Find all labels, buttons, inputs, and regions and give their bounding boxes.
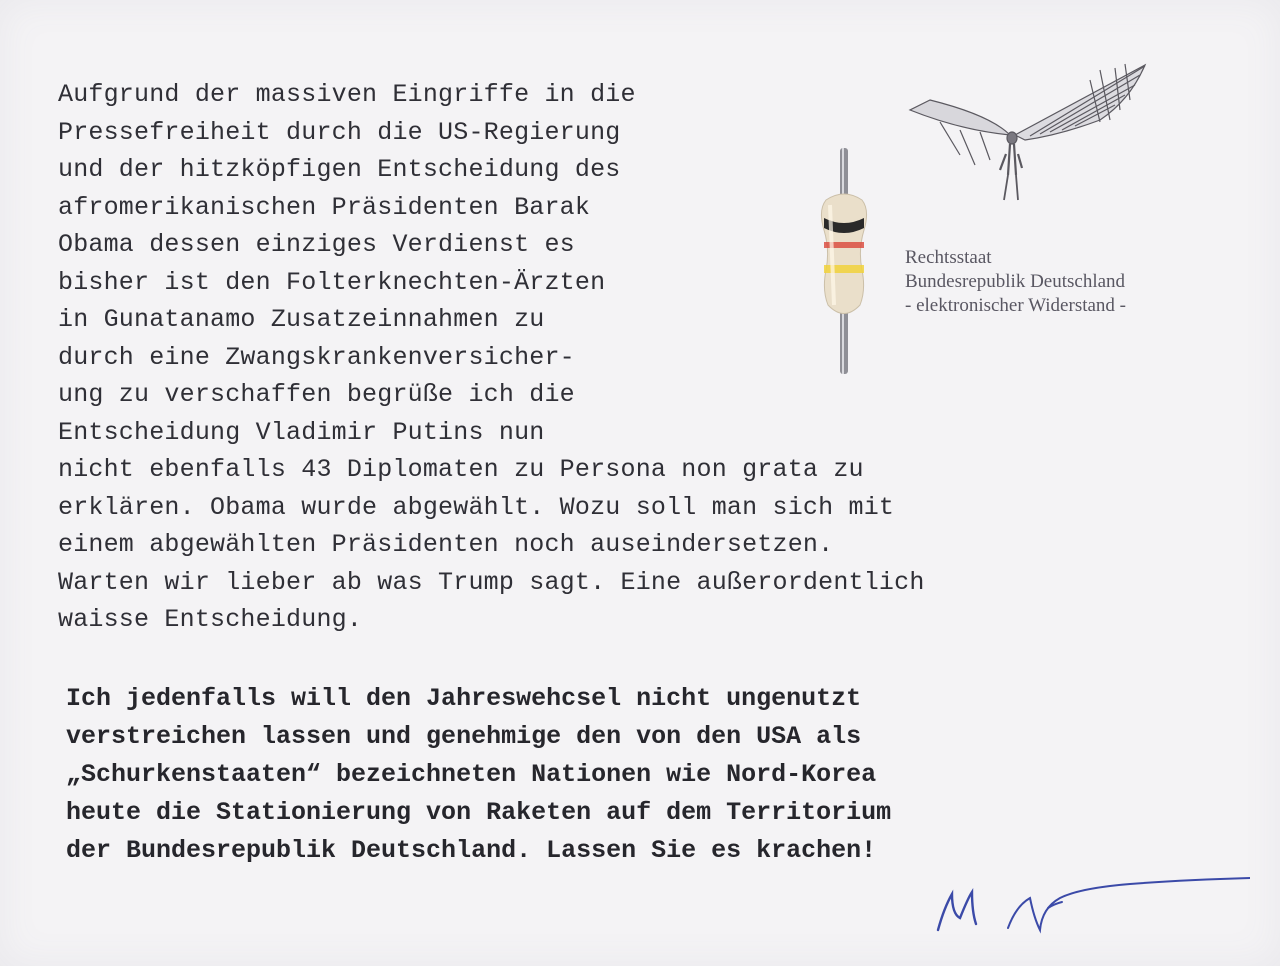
resistor-logo: [800, 60, 1220, 390]
text-line: bisher ist den Folterknechten-Ärzten: [58, 267, 606, 297]
glider-figure-icon: [910, 64, 1145, 200]
logo-caption: [905, 246, 1126, 318]
text-line: in Gunatanamo Zusatzeinnahmen zu: [58, 305, 545, 334]
resistor-icon: [821, 148, 866, 374]
logo-line-title: Rechtsstaat: [905, 247, 992, 268]
text-line: Warten wir lieber ab was Trump sagt. Eine außerordentlich: [58, 567, 925, 597]
text-line: afromerikanischen Präsidenten Barak: [58, 192, 591, 222]
closing-paragraph: [66, 680, 1166, 870]
text-line: einem abgewählten Präsidenten noch auseindersetzen.: [58, 530, 834, 559]
text-line: erklären. Obama wurde abgewählt. Wozu soll man sich mit: [58, 492, 895, 522]
text-line: Entscheidung Vladimir Putins nun: [58, 417, 545, 447]
text-line: waisse Entscheidung.: [58, 605, 363, 634]
bold-text-line: heute die Stationierung von Raketen auf dem Territorium: [66, 798, 892, 827]
text-line: Aufgrund der massiven Eingriffe in die: [58, 80, 636, 109]
bold-text-line: Ich jedenfalls will den Jahreswehcsel nicht ungenutzt: [66, 684, 862, 713]
text-line: Pressefreiheit durch die US-Regierung: [58, 117, 621, 147]
handwritten-signature: [930, 868, 1250, 948]
text-line: nicht ebenfalls 43 Diplomaten zu Persona non grata zu: [58, 455, 864, 484]
text-line: ung zu verschaffen begrüße ich die: [58, 380, 575, 409]
text-line: durch eine Zwangskrankenversicher-: [58, 342, 575, 372]
bold-text-line: der Bundesrepublik Deutschland. Lassen Sie es krachen!: [66, 836, 877, 865]
bold-text-line: verstreichen lassen und genehmige den von den USA als: [66, 722, 862, 751]
logo-line-subtitle: - elektronischer Widerstand -: [905, 295, 1126, 316]
bold-text-line: „Schurkenstaaten“ bezeichneten Nationen wie Nord-Korea: [66, 760, 877, 789]
text-line: Obama dessen einziges Verdienst es: [58, 230, 575, 259]
logo-line-country: Bundesrepublik Deutschland: [905, 271, 1126, 292]
text-line: und der hitzköpfigen Entscheidung des: [58, 155, 621, 184]
